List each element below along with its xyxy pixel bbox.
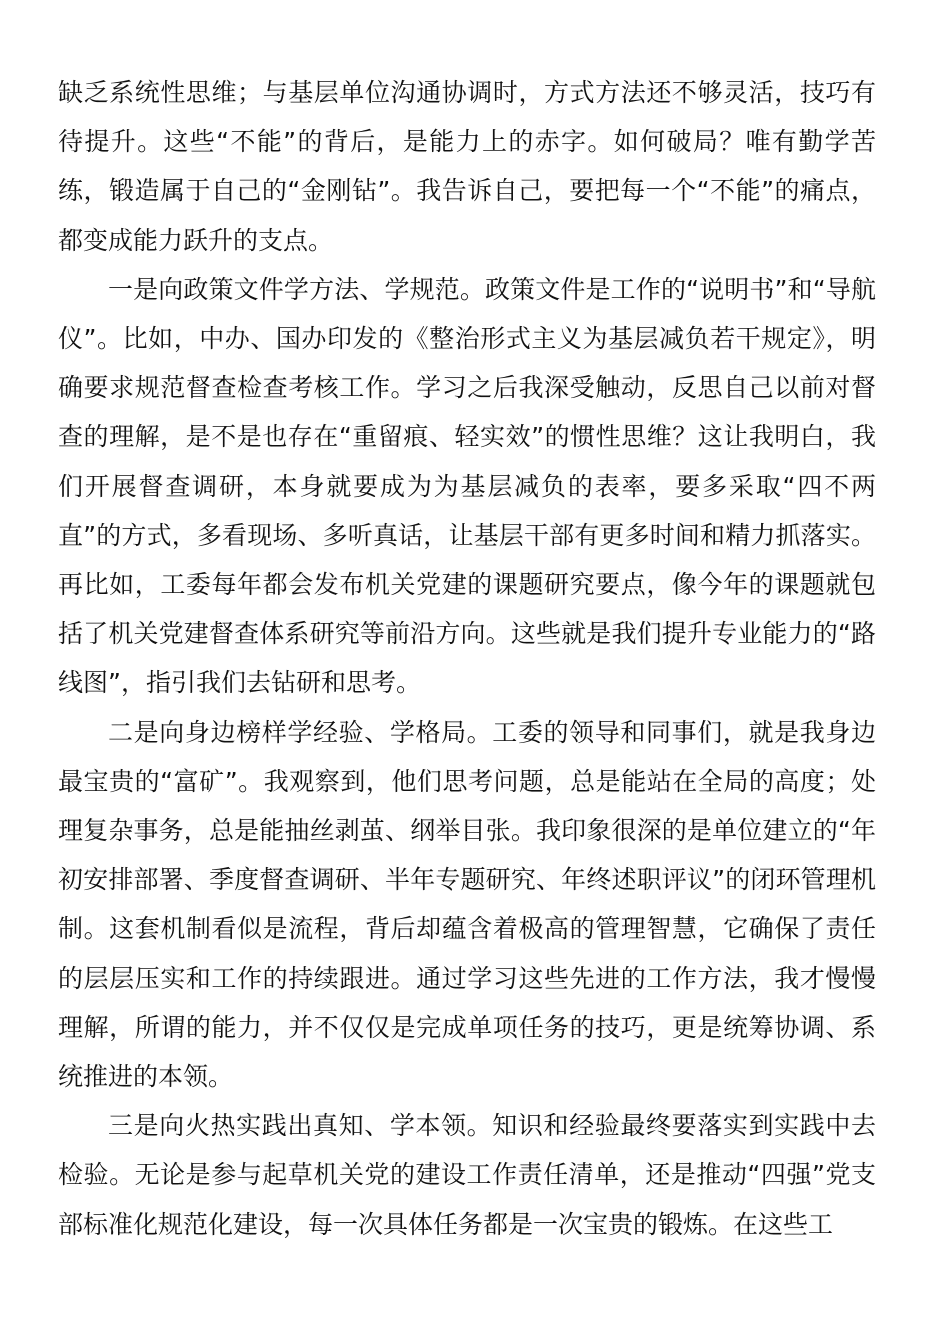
paragraph-continuation: 缺乏系统性思维；与基层单位沟通协调时，方式方法还不够灵活，技巧有待提升。这些“不能”的背后，是能力上的赤字。如何破局？唯有勤学苦练，锻造属于自己的“金刚钻”。我告诉自己，要把每一个“不能”的痛点，都变成能力跃升的支点。 xyxy=(58,78,876,255)
document-page xyxy=(58,68,876,1249)
paragraph-policy-documents: 一是向政策文件学方法、学规范。政策文件是工作的“说明书”和“导航仪”。比如，中办、国办印发的《整治形式主义为基层减负若干规定》，明确要求规范督查检查考核工作。学习之后我深受触动，反思自己以前对督查的理解，是不是也存在“重留痕、轻实效”的惯性思维？这让我明白，我们开展督查调研，本身就要成为为基层减负的表率，要多采取“四不两直”的方式，多看现场、多听真话，让基层干部有更多时间和精力抓落实。再比如，工委每年都会发布机关党建的课题研究要点，像今年的课题就包括了机关党建督查体系研究等前沿方向。这些就是我们提升专业能力的“路线图”，指引我们去钻研和思考。 xyxy=(58,274,876,698)
paragraph-practice: 三是向火热实践出真知、学本领。知识和经验最终要落实到实践中去检验。无论是参与起草机关党的建设工作责任清单，还是推动“四强”党支部标准化规范化建设，每一次具体任务都是一次宝贵的锻炼。在这些工 xyxy=(58,1111,876,1239)
paragraph-role-models: 二是向身边榜样学经验、学格局。工委的领导和同事们，就是我身边最宝贵的“富矿”。我观察到，他们思考问题，总是能站在全局的高度；处理复杂事务，总是能抽丝剥茧、纲举目张。我印象很深的是单位建立的“年初安排部署、季度督查调研、半年专题研究、年终述职评议”的闭环管理机制。这套机制看似是流程，背后却蕴含着极高的管理智慧，它确保了责任的层层压实和工作的持续跟进。通过学习这些先进的工作方法，我才慢慢理解，所谓的能力，并不仅仅是完成单项任务的技巧，更是统筹协调、系统推进的本领。 xyxy=(58,717,876,1092)
